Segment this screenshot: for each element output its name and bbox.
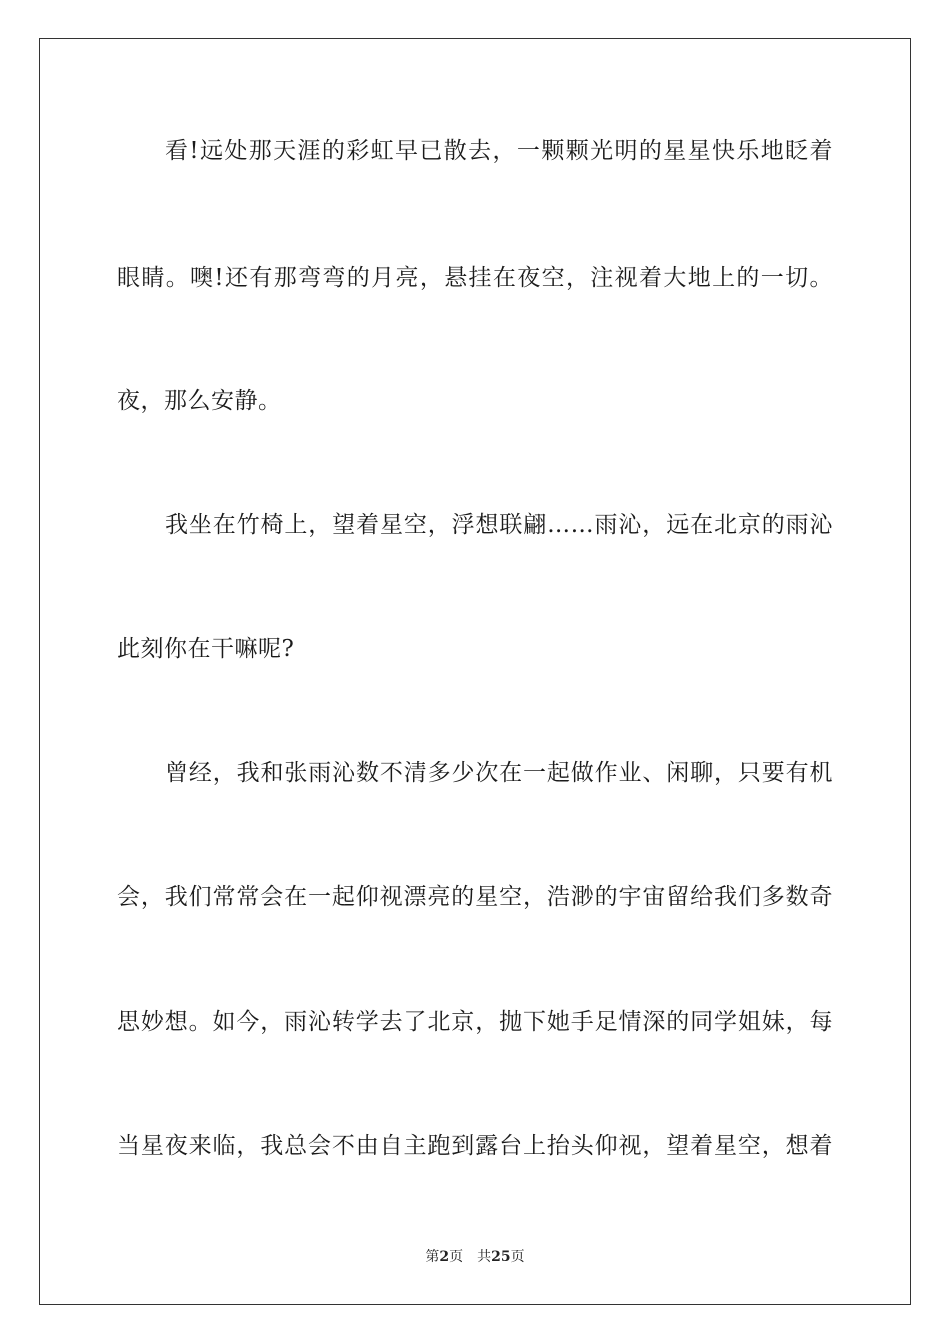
page-border xyxy=(39,38,911,1305)
paragraph-line-3: 夜，那么安静。 xyxy=(117,388,282,414)
paragraph-line-2: 眼睛。噢!还有那弯弯的月亮，悬挂在夜空，注视着大地上的一切。 xyxy=(117,265,833,291)
paragraph-line-8: 思妙想。如今，雨沁转学去了北京，抛下她手足情深的同学姐妹，每 xyxy=(117,1009,833,1035)
page-prefix: 第 xyxy=(425,1249,440,1265)
page-number: 2 xyxy=(439,1249,450,1265)
total-suffix: 页 xyxy=(510,1249,525,1265)
total-prefix: 共 xyxy=(477,1249,492,1265)
paragraph-line-7: 会，我们常常会在一起仰视漂亮的星空，浩渺的宇宙留给我们多数奇 xyxy=(117,884,833,910)
paragraph-line-5: 此刻你在干嘛呢? xyxy=(117,636,295,662)
total-pages: 25 xyxy=(491,1249,511,1265)
paragraph-line-1: 看!远处那天涯的彩虹早已散去，一颗颗光明的星星快乐地眨着 xyxy=(165,138,833,164)
paragraph-line-9: 当星夜来临，我总会不由自主跑到露台上抬头仰视，望着星空，想着 xyxy=(117,1133,833,1159)
page-suffix: 页 xyxy=(449,1249,464,1265)
paragraph-line-6: 曾经，我和张雨沁数不清多少次在一起做作业、闲聊，只要有机 xyxy=(165,760,833,786)
paragraph-line-4: 我坐在竹椅上，望着星空，浮想联翩……雨沁，远在北京的雨沁 xyxy=(165,512,833,538)
page-footer xyxy=(0,1248,950,1266)
